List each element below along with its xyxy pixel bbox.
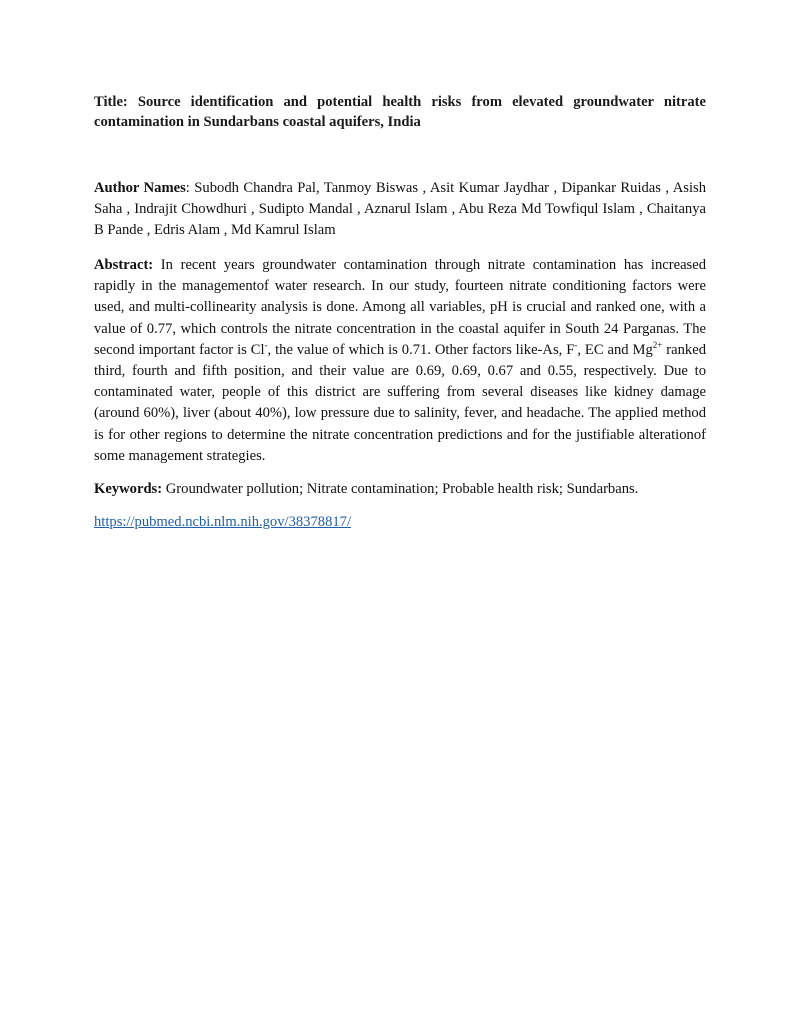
keywords-label: Keywords: xyxy=(94,481,163,498)
keywords-text: Groundwater pollution; Nitrate contamination; Probable health risk; Sundarbans. xyxy=(162,481,639,498)
magnesium-superscript: 2+ xyxy=(652,339,663,350)
authors-label: Author Names xyxy=(94,180,186,196)
keywords xyxy=(94,479,706,500)
chloride-superscript: - xyxy=(264,339,268,350)
abstract-text-1: In recent years groundwater contamination through nitrate contamination has increased rapidly in the managementof water research. In our study, fourteen nitrate conditioning factors were used, and multi-collinearity analysis is done. Among all variables, pH is crucial and ranked one, with a value of 0.77, which controls the nitrate concentration in the coastal aquifer in South 24 Parganas. The second important factor is Cl xyxy=(94,257,706,358)
fluoride-superscript: - xyxy=(574,339,578,350)
authors-text: : Subodh Chandra Pal, Tanmoy Biswas , Asit Kumar Jaydhar , Dipankar Ruidas , Asish Saha , Indrajit Chowdhuri , Sudipto Mandal , Aznarul Islam , Abu Reza Md Towfiqul Islam , Chaitanya B Pande , Edris Alam , Md Kamrul Islam xyxy=(94,180,706,238)
abstract-text-3: , EC and Mg xyxy=(577,341,653,358)
document-page xyxy=(94,92,706,533)
title-text: Source identification and potential health risks from elevated groundwater nitrate contamination in Sundarbans coastal aquifers, India xyxy=(94,94,707,130)
title-label: Title: xyxy=(94,94,128,110)
abstract-label: Abstract: xyxy=(94,257,154,273)
abstract-text-2: , the value of which is 0.71. Other factors like-As, F xyxy=(267,341,575,358)
author-names xyxy=(94,178,706,241)
paper-title xyxy=(94,92,706,132)
pubmed-link[interactable]: https://pubmed.ncbi.nlm.nih.gov/38378817/ xyxy=(94,514,352,531)
abstract-text-4: ranked third, fourth and fifth position, and their value are 0.69, 0.69, 0.67 and 0.55, respectively. Due to contaminated water, people of this district are suffering from several diseases like kidney damage (around 60%), liver (about 40%), low pressure due to salinity, fever, and headache. The applied method is for other regions to determine the nitrate concentration predictions and for the justifiable alterationof some management strategies. xyxy=(94,341,706,464)
abstract xyxy=(94,255,706,467)
pubmed-link-line xyxy=(94,512,706,533)
